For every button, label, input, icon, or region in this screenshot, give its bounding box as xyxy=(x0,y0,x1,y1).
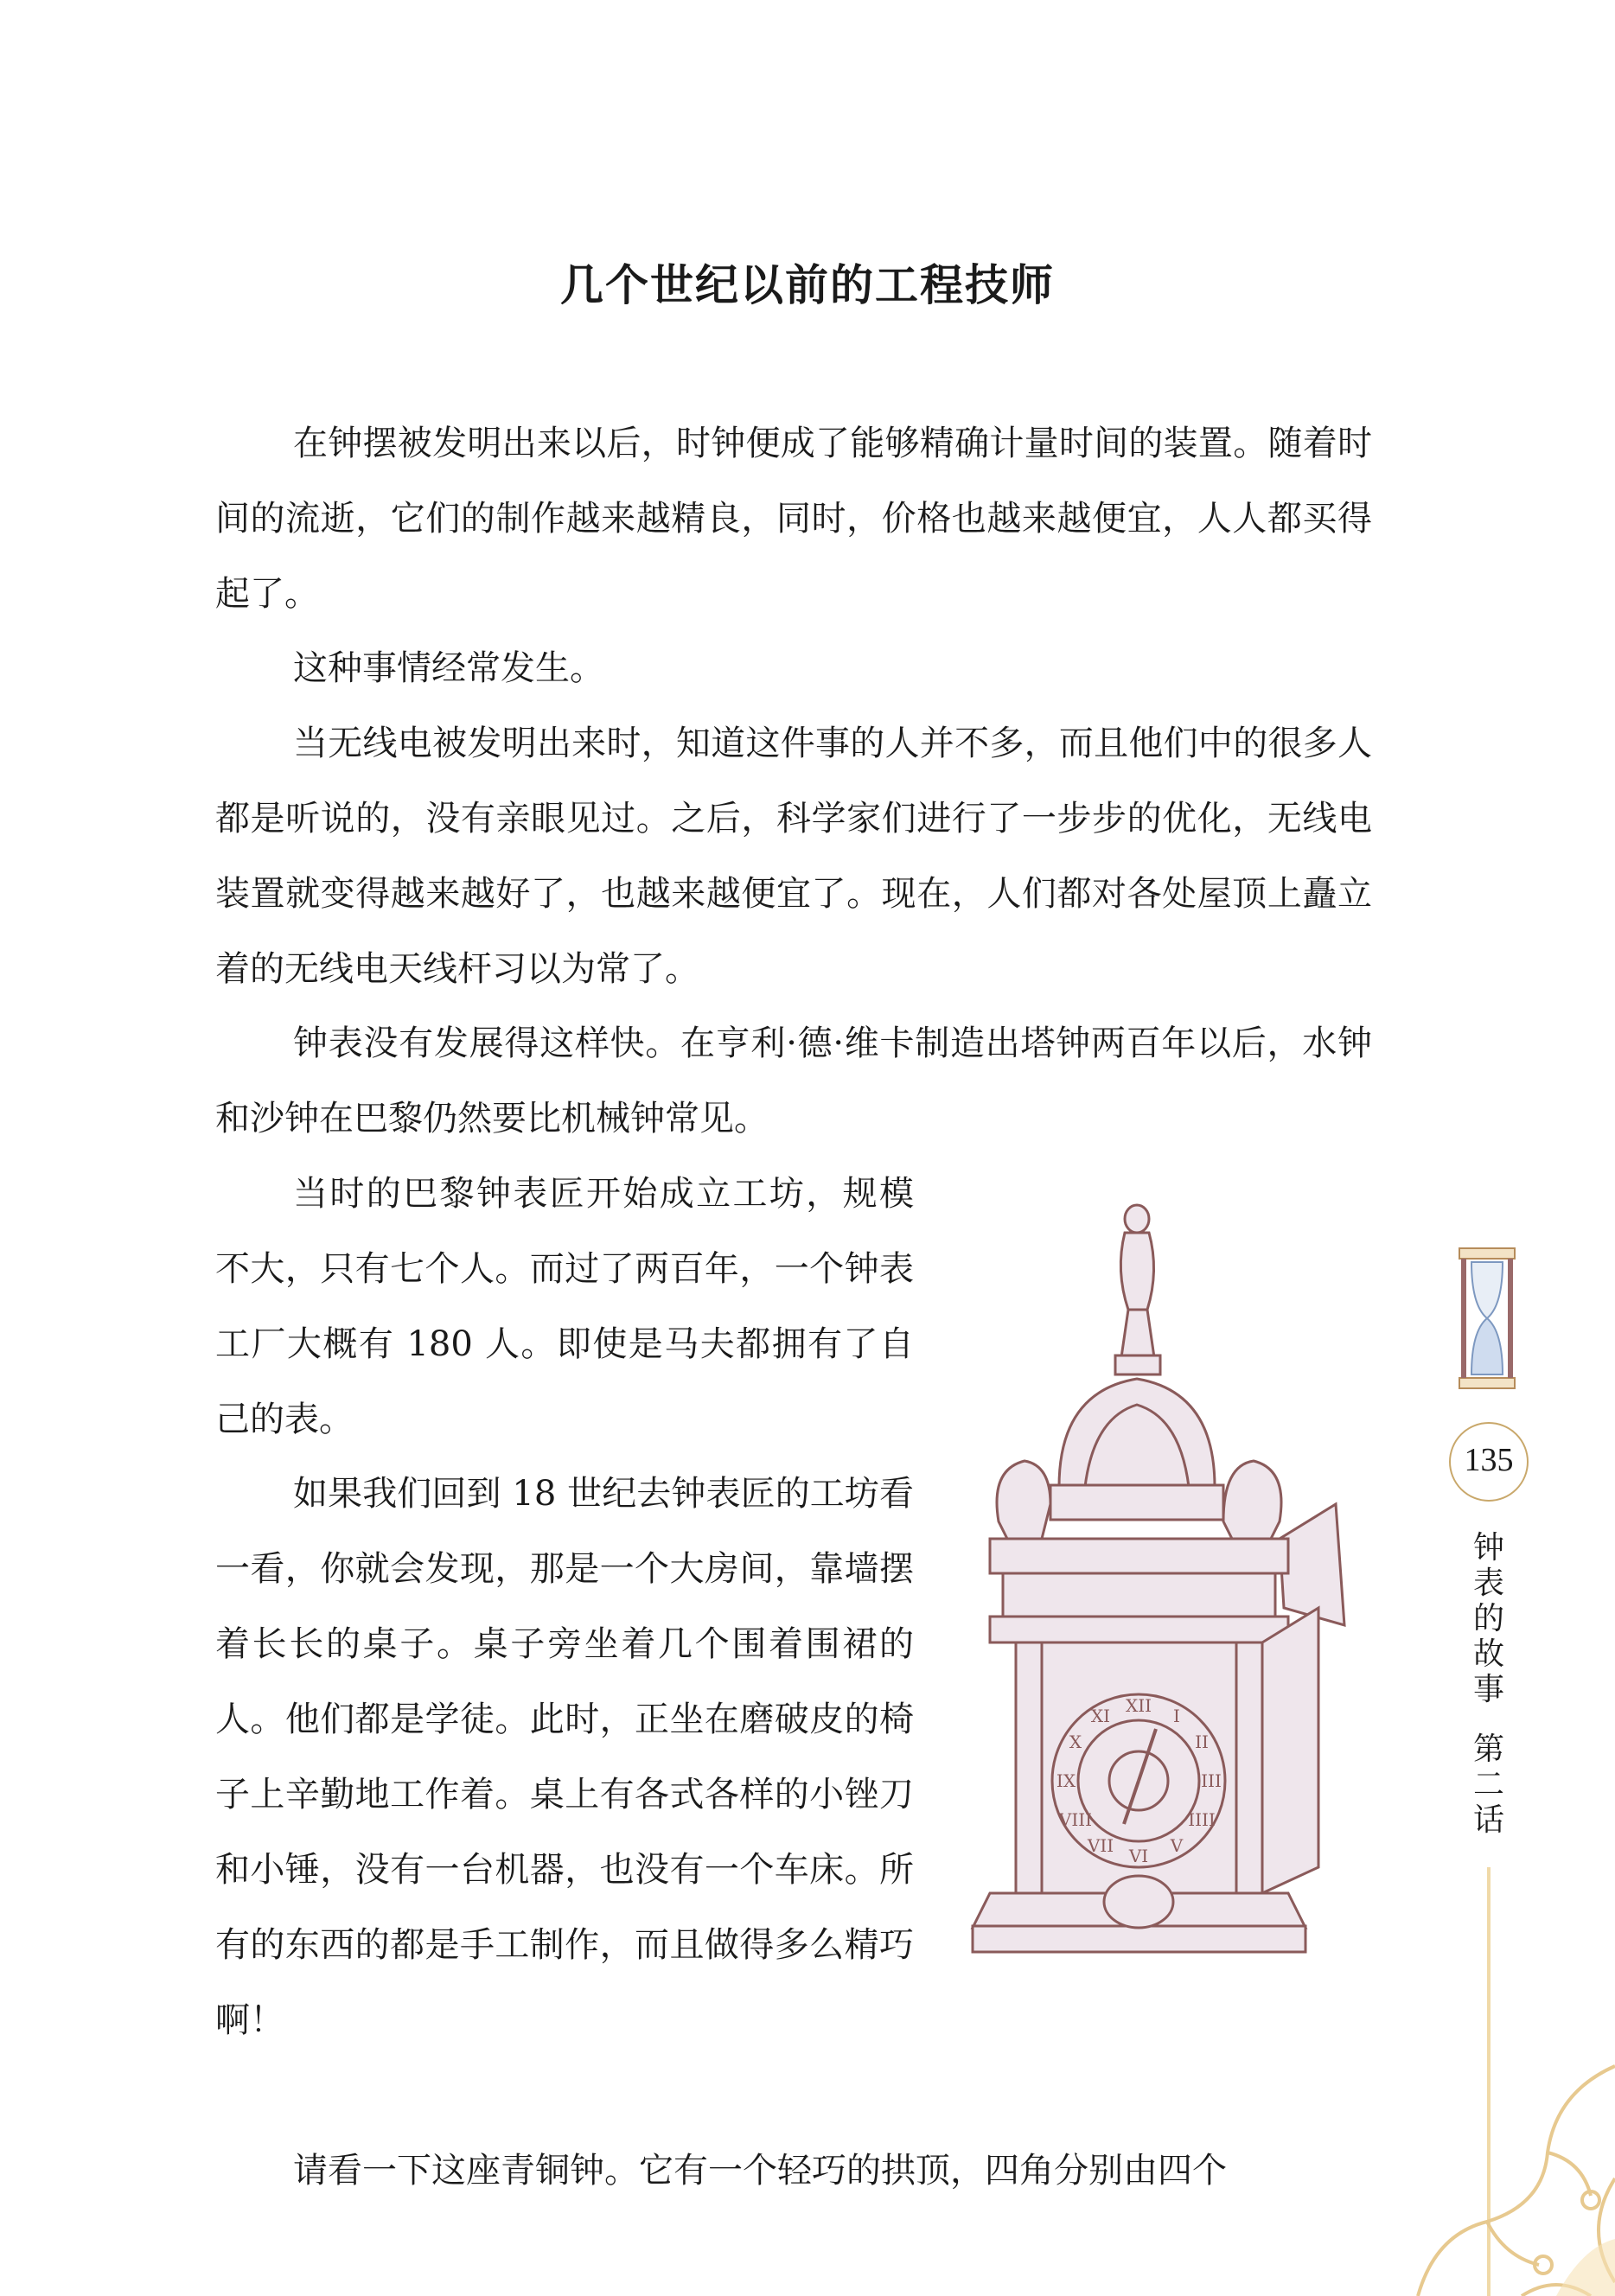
clock-numeral: VIII xyxy=(1058,1809,1093,1830)
page-number: 135 xyxy=(1464,1442,1514,1478)
clock-numeral: V xyxy=(1170,1835,1184,1856)
book-title: 钟表的故事 xyxy=(1472,1530,1504,1707)
clock-numeral: VII xyxy=(1087,1835,1114,1856)
chapter-section-title: 几个世纪以前的工程技师 xyxy=(560,260,1055,310)
corner-ornament-icon xyxy=(1383,2057,1615,2296)
bronze-clock-illustration xyxy=(955,1158,1379,1962)
clock-numeral: IX xyxy=(1056,1770,1076,1791)
hourglass-icon xyxy=(1452,1245,1522,1392)
clock-numeral: II xyxy=(1195,1732,1209,1752)
body-paragraph-4: 钟表没有发展得这样快。在亨利·德·维卡制造出塔钟两百年以后，水钟和沙钟在巴黎仍然要比机械钟常见。 xyxy=(215,1024,1372,1138)
clock-numeral: IIII xyxy=(1188,1809,1216,1830)
clock-numeral: I xyxy=(1173,1706,1180,1726)
clock-numeral: III xyxy=(1201,1770,1222,1791)
clock-numeral: VI xyxy=(1128,1846,1149,1866)
clock-numeral: XI xyxy=(1090,1706,1111,1726)
running-header xyxy=(1470,1530,1508,1838)
page-number-badge xyxy=(1449,1422,1529,1502)
body-paragraph-7: 请看一下这座青铜钟。它有一个轻巧的拱顶，四角分别由四个 xyxy=(293,2151,1227,2191)
body-paragraph-5: 当时的巴黎钟表匠开始成立工坊，规模不大，只有七个人。而过了两百年，一个钟表工厂大概有 180 人。即使是马夫都拥有了自己的表。 xyxy=(215,1174,914,1439)
body-paragraph-2: 这种事情经常发生。 xyxy=(293,648,604,688)
clock-numeral: X xyxy=(1069,1732,1082,1752)
chapter-label: 第二话 xyxy=(1472,1732,1504,1838)
body-paragraph-6: 如果我们回到 18 世纪去钟表匠的工坊看一看，你就会发现，那是一个大房间，靠墙摆着长长的桌子。桌子旁坐着几个围着围裙的人。他们都是学徒。此时，正坐在磨破皮的椅子上辛勤地工作着。桌上有各式各样的小锉刀和小锤，没有一台机器，也没有一个车床。所有的东西的都是手工制作，而且做得多么精巧啊！ xyxy=(215,1474,914,2040)
body-paragraph-1: 在钟摆被发明出来以后，时钟便成了能够精确计量时间的装置。随着时间的流逝，它们的制作越来越精良，同时，价格也越来越便宜，人人都买得起了。 xyxy=(215,424,1372,614)
clock-numeral: XII xyxy=(1125,1695,1152,1716)
body-paragraph-3: 当无线电被发明出来时，知道这件事的人并不多，而且他们中的很多人都是听说的，没有亲眼见过。之后，科学家们进行了一步步的优化，无线电装置就变得越来越好了，也越来越便宜了。现在，人们都对各处屋顶上矗立着的无线电天线杆习以为常了。 xyxy=(215,724,1372,989)
